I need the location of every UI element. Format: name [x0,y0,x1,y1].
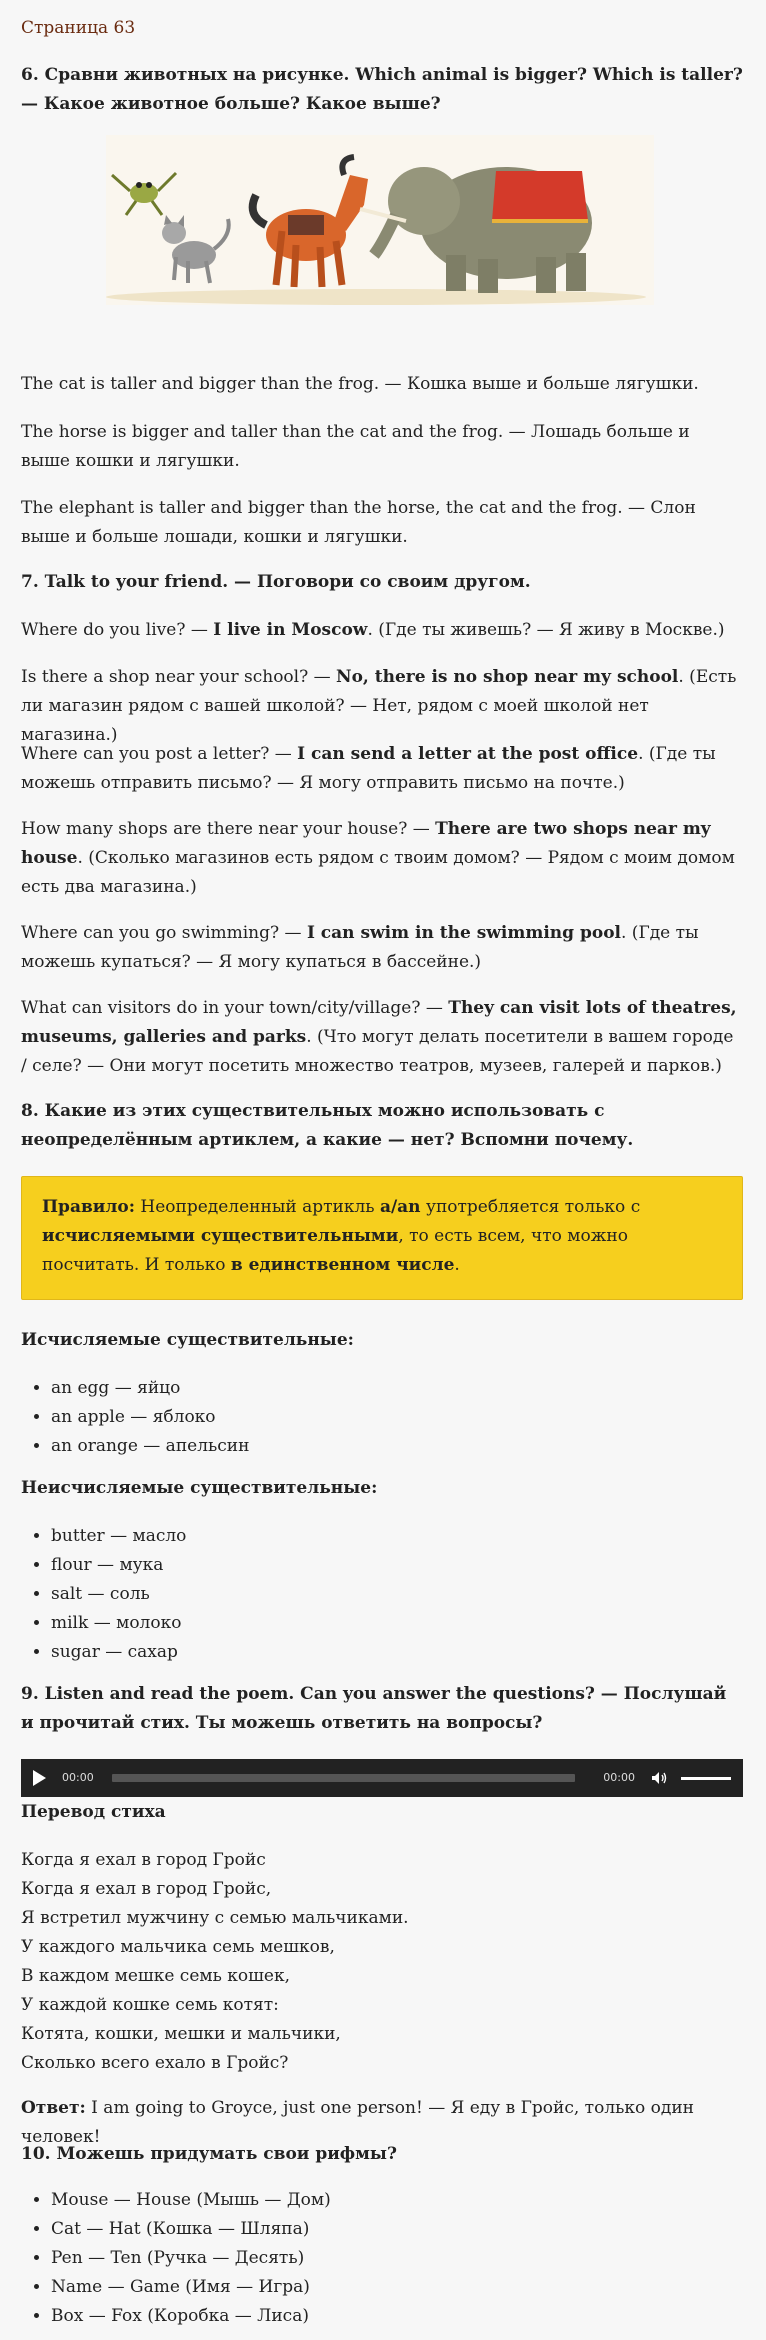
poem-line: Я встретил мужчину с семью мальчиками. [21,1908,409,1928]
uncountable-heading: Неисчисляемые существительные: [21,1478,378,1498]
duration: 00:00 [603,1770,635,1784]
countable-list [21,1374,741,1461]
dialogue-item: Where can you post a letter? — I can send a letter at the post office. (Где ты можешь отправить письмо? — Я могу отправить письмо на почте.) [21,744,716,794]
dialogue-item: What can visitors do in your town/city/village? — They can visit lots of theatres, museums, galleries and parks. (Что могут делать посетители в вашем городе / селе? — Они могут посетить множество театров, музеев, галерей и парков.) [21,998,737,1077]
ex6-answer-3: The elephant is taller and bigger than the horse, the cat and the frog. — Слон выше и больше лошади, кошки и лягушки. [21,498,696,548]
ex10-heading: 10. Можешь придумать свои рифмы? [21,2144,397,2164]
list-item: • sugar — сахар [51,1638,741,1667]
list-item: • salt — соль [51,1580,741,1609]
poem-line: Когда я ехал в город Гройс, [21,1879,272,1899]
ex7-heading: 7. Talk to your friend. — Поговори со своим другом. [21,572,531,592]
play-icon[interactable] [33,1770,46,1786]
progress-track[interactable] [112,1774,576,1782]
list-item: • butter — масло [51,1522,741,1551]
dialogue-item: Is there a shop near your school? — No, there is no shop near my school. (Есть ли магазин рядом с вашей школой? — Нет, рядом с моей школой нет магазина.) [21,667,737,746]
list-item: • Mouse — House (Мышь — Дом) [51,2186,741,2215]
list-item: • Pen — Ten (Ручка — Десять) [51,2244,741,2273]
list-item: • an apple — яблоко [51,1403,741,1432]
countable-heading: Исчисляемые существительные: [21,1330,354,1350]
poem-answer: Ответ: I am going to Groyce, just one person! — Я еду в Гройс, только один человек! [21,2098,694,2148]
volume-control[interactable] [651,1771,731,1785]
audio-player [21,1759,743,1797]
page-title: Страница 63 [21,18,136,38]
poem-line: В каждом мешке семь кошек, [21,1966,291,1986]
animals-illustration [106,135,654,305]
poem-line: У каждого мальчика семь мешков, [21,1937,335,1957]
translation-heading: Перевод стиха [21,1802,166,1822]
list-item: • Box — Fox (Коробка — Лиса) [51,2302,741,2331]
rule-box: Правило: Неопределенный артикль a/an употребляется только с исчисляемыми существительными, то есть всем, что можно посчитать. И только в единственном числе. [21,1176,743,1300]
ex6-heading: 6. Сравни животных на рисунке. Which animal is bigger? Which is taller? — Какое животное больше? Какое выше? [21,65,743,115]
list-item: • flour — мука [51,1551,741,1580]
uncountable-list [21,1522,741,1667]
answer-label: Ответ: [21,2098,86,2118]
list-item: • milk — молоко [51,1609,741,1638]
volume-icon[interactable] [651,1771,667,1785]
list-item: • Cat — Hat (Кошка — Шляпа) [51,2215,741,2244]
poem [21,1846,743,2078]
dialogue-item: How many shops are there near your house? — There are two shops near my house. (Сколько магазинов есть рядом с твоим домом? — Рядом с моим домом есть два магазина.) [21,819,735,898]
ex8-heading: 8. Какие из этих существительных можно использовать с неопределённым артиклем, а какие — нет? Вспомни почему. [21,1101,634,1151]
list-item: • an orange — апельсин [51,1432,741,1461]
poem-line: Когда я ехал в город Гройс [21,1850,266,1870]
ex6-answer-1: The cat is taller and bigger than the frog. — Кошка выше и больше лягушки. [21,374,699,394]
current-time: 00:00 [62,1770,94,1784]
list-item: • an egg — яйцо [51,1374,741,1403]
poem-line: Сколько всего ехало в Гройс? [21,2053,289,2073]
rule-label: Правило: [42,1197,135,1217]
poem-line: Котята, кошки, мешки и мальчики, [21,2024,341,2044]
dialogue-item: Where can you go swimming? — I can swim in the swimming pool. (Где ты можешь купаться? — Я могу купаться в бассейне.) [21,923,699,973]
volume-slider[interactable] [681,1777,731,1780]
dialogue-item: Where do you live? — I live in Moscow. (Где ты живешь? — Я живу в Москве.) [21,620,725,640]
list-item: • Name — Game (Имя — Игра) [51,2273,741,2302]
ex9-heading: 9. Listen and read the poem. Can you answer the questions? — Послушай и прочитай стих. Ты можешь ответить на вопросы? [21,1684,727,1734]
ex6-answer-2: The horse is bigger and taller than the cat and the frog. — Лошадь больше и выше кошки и лягушки. [21,422,690,472]
rhymes-list [21,2186,741,2331]
poem-line: У каждой кошке семь котят: [21,1995,279,2015]
